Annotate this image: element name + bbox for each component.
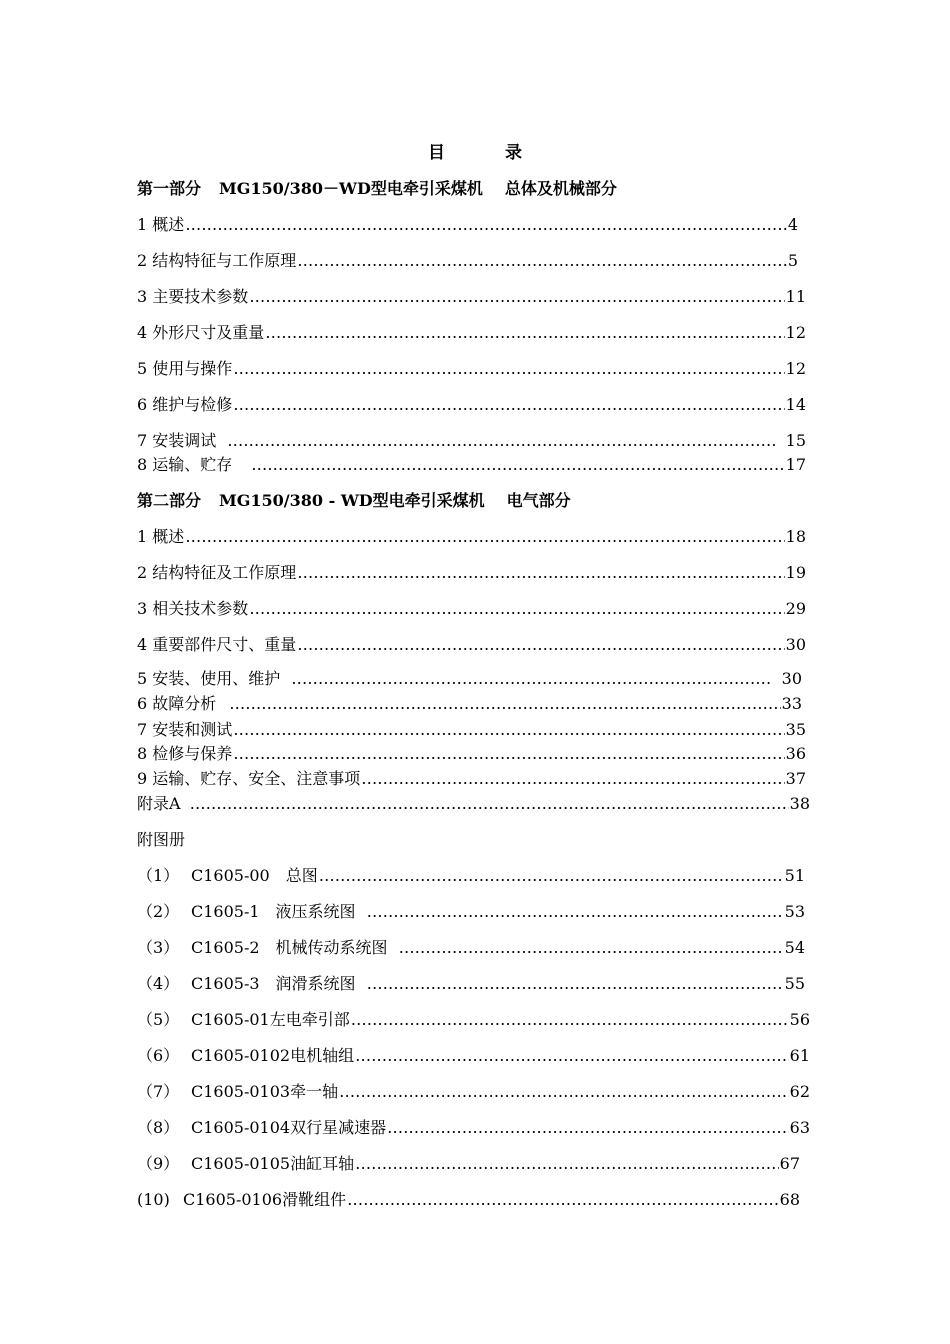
toc-entry[interactable]: 2 结构特征与工作原理 ……………………………………………………………………………………………………………………………………………………………………………………………………………… 5 bbox=[137, 248, 798, 270]
figure-entry[interactable]: （8） C1605-0104双行星减速器 ……………………………………………………………………………………………………………………………………………………………………………………………………………… 63 bbox=[137, 1115, 810, 1137]
toc-entry[interactable]: 8 运输、贮存 ……………………………………………………………………………………………………………………………………………………………………………………………………………… 17 bbox=[137, 452, 806, 474]
toc-entry[interactable]: 9 运输、贮存、安全、注意事项 ……………………………………………………………………………………………………………………………………………………………………………………………………………… 37 bbox=[137, 766, 806, 788]
leader-dots bbox=[233, 359, 784, 378]
toc-entry[interactable]: 8 检修与保养 ……………………………………………………………………………………………………………………………………………………………………………………………………………… 36 bbox=[137, 741, 806, 763]
leader-dots bbox=[355, 1154, 779, 1173]
toc-entry[interactable]: 5 使用与操作 ……………………………………………………………………………………………………………………………………………………………………………………………………………… 12 bbox=[137, 356, 806, 378]
leader-dots bbox=[319, 866, 784, 885]
toc-entry[interactable]: 附录A ……………………………………………………………………………………………………………………………………………………………………………………………………………… 38 bbox=[137, 791, 810, 813]
leader-dots bbox=[355, 1046, 789, 1065]
leader-dots bbox=[251, 455, 784, 474]
figure-entry[interactable]: （5） C1605-01左电牵引部 ……………………………………………………………………………………………………………………………………………………………………………………………………………… 56 bbox=[137, 1007, 810, 1029]
toc-entry[interactable]: 4 重要部件尺寸、重量 ……………………………………………………………………………………………………………………………………………………………………………………………………………… 30 bbox=[137, 632, 806, 654]
leader-dots bbox=[361, 769, 784, 788]
leader-dots bbox=[249, 599, 784, 618]
toc-entry[interactable]: 7 安装和测试 ……………………………………………………………………………………………………………………………………………………………………………………………………………… 35 bbox=[137, 717, 806, 739]
title-left: 目 bbox=[428, 143, 445, 163]
figure-entry[interactable]: （3） C1605-2 机械传动系统图 ……………………………………………………………………………………………………………………………………………………………………………………………………………… 54 bbox=[137, 935, 805, 957]
leader-dots bbox=[227, 431, 775, 450]
toc-entry[interactable]: 3 相关技术参数 ……………………………………………………………………………………………………………………………………………………………………………………………………………… 29 bbox=[137, 596, 806, 618]
leader-dots bbox=[265, 323, 784, 342]
leader-dots bbox=[351, 1010, 789, 1029]
toc-entry[interactable]: 1 概述 ……………………………………………………………………………………………………………………………………………………………………………………………………………… 18 bbox=[137, 524, 806, 546]
leader-dots bbox=[233, 720, 784, 739]
leader-dots bbox=[399, 938, 784, 957]
appendix-heading: 附图册 bbox=[137, 830, 186, 849]
page-title bbox=[0, 138, 950, 163]
figure-entry[interactable]: （1） C1605-00 总图 ……………………………………………………………………………………………………………………………………………………………………………………………………………… 51 bbox=[137, 863, 805, 885]
toc-entry[interactable]: 6 维护与检修 ……………………………………………………………………………………………………………………………………………………………………………………………………………… 14 bbox=[137, 392, 806, 414]
part1-heading: 第一部分 MG150/380－WD型电牵引采煤机 总体及机械部分 bbox=[137, 179, 617, 198]
leader-dots bbox=[387, 1118, 789, 1137]
toc-entry[interactable]: 6 故障分析 ……………………………………………………………………………………………………………………………………………………………………………………………………………… 33 bbox=[137, 691, 802, 713]
leader-dots bbox=[229, 694, 780, 713]
leader-dots bbox=[367, 902, 784, 921]
figure-entry[interactable]: （4） C1605-3 润滑系统图 ……………………………………………………………………………………………………………………………………………………………………………………………………………… 55 bbox=[137, 971, 805, 993]
leader-dots bbox=[347, 1190, 779, 1209]
leader-dots bbox=[297, 635, 784, 654]
figure-entry[interactable]: （2） C1605-1 液压系统图 ……………………………………………………………………………………………………………………………………………………………………………………………………………… 53 bbox=[137, 899, 805, 921]
leader-dots bbox=[249, 287, 784, 306]
leader-dots bbox=[185, 527, 784, 546]
leader-dots bbox=[233, 744, 784, 763]
toc-entry[interactable]: 7 安装调试 ……………………………………………………………………………………………………………………………………………………………………………………………………………… 15 bbox=[137, 428, 806, 450]
leader-dots bbox=[291, 669, 771, 688]
leader-dots bbox=[297, 251, 787, 270]
figure-entry[interactable]: （6） C1605-0102电机轴组 ……………………………………………………………………………………………………………………………………………………………………………………………………………… 61 bbox=[137, 1043, 810, 1065]
toc-entry[interactable]: 2 结构特征及工作原理 ……………………………………………………………………………………………………………………………………………………………………………………………………………… 19 bbox=[137, 560, 806, 582]
leader-dots bbox=[339, 1082, 789, 1101]
part2-heading: 第二部分 MG150/380 - WD型电牵引采煤机 电气部分 bbox=[137, 491, 571, 510]
leader-dots bbox=[190, 794, 789, 813]
leader-dots bbox=[297, 563, 784, 582]
toc-entry[interactable]: 4 外形尺寸及重量 ……………………………………………………………………………………………………………………………………………………………………………………………………………… 12 bbox=[137, 320, 806, 342]
leader-dots bbox=[233, 395, 784, 414]
leader-dots bbox=[185, 215, 787, 234]
figure-entry[interactable]: （9） C1605-0105油缸耳轴 ……………………………………………………………………………………………………………………………………………………………………………………………………………… 67 bbox=[137, 1151, 800, 1173]
toc-entry[interactable]: 3 主要技术参数 ……………………………………………………………………………………………………………………………………………………………………………………………………………… 11 bbox=[137, 284, 806, 306]
figure-entry[interactable]: (10) C1605-0106滑靴组件 ……………………………………………………………………………………………………………………………………………………………………………………………………………… 68 bbox=[137, 1187, 800, 1209]
toc-entry[interactable]: 5 安装、使用、维护 ……………………………………………………………………………………………………………………………………………………………………………………………………………… 30 bbox=[137, 666, 802, 688]
toc-entry[interactable]: 1 概述 ……………………………………………………………………………………………………………………………………………………………………………………………………………… 4 bbox=[137, 212, 798, 234]
leader-dots bbox=[367, 974, 784, 993]
figure-entry[interactable]: （7） C1605-0103牵一轴 ……………………………………………………………………………………………………………………………………………………………………………………………………………… 62 bbox=[137, 1079, 810, 1101]
title-right: 录 bbox=[505, 143, 522, 163]
